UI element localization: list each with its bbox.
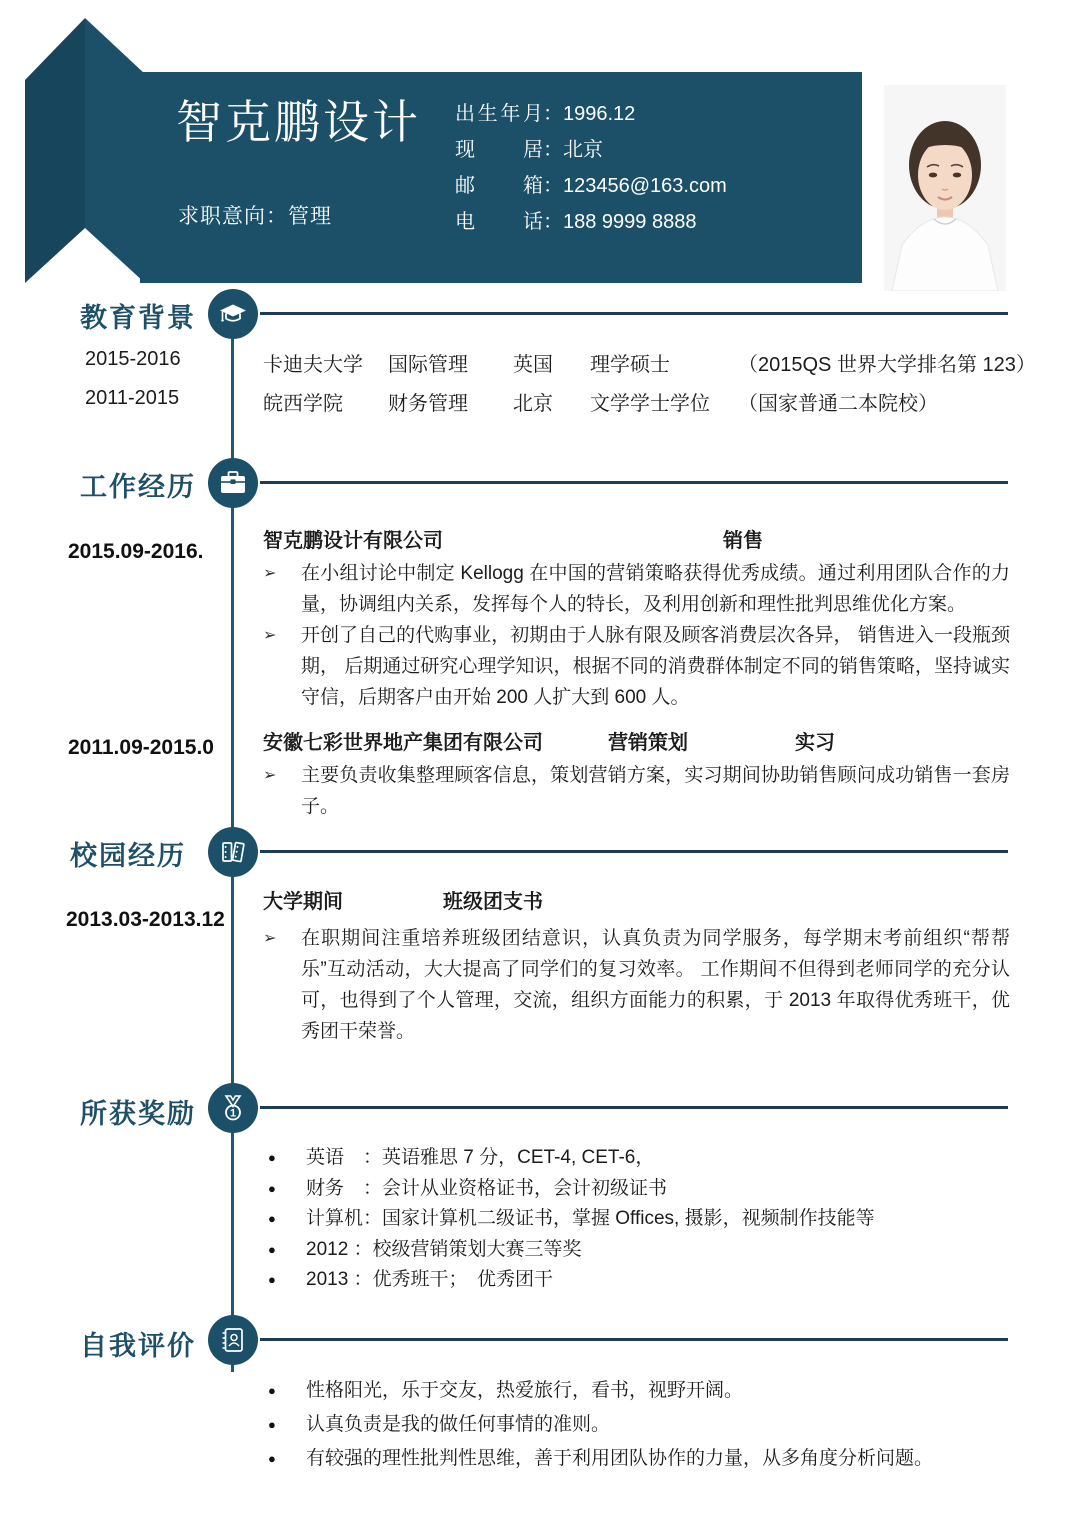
campus-role: 班级团支书 (443, 891, 543, 913)
award-item (268, 1143, 1008, 1174)
education-school: 卡迪夫大学 (263, 354, 363, 376)
campus-period: 2013.03-2013.12 (66, 908, 225, 931)
contact-row-phone (455, 204, 727, 240)
section-title-education: 教育背景 (80, 303, 196, 333)
education-major: 财务管理 (388, 393, 468, 415)
education-degree: 理学硕士 (590, 354, 670, 376)
work-content (263, 525, 1010, 822)
work-period: 2015.09-2016. (68, 540, 204, 563)
section-icon-campus (208, 827, 258, 877)
section-icon-self-evaluation (208, 1315, 258, 1365)
dot-bullet-icon: ● (268, 1211, 276, 1226)
briefcase-icon (217, 467, 249, 499)
contact-row-residence (455, 132, 727, 168)
arrow-bullet-icon: ➢ (263, 767, 277, 784)
work-bullet-text: 在小组讨论中制定 Kellogg 在中国的营销策略获得优秀成绩。通过利用团队合作的力量，协调组内关系，发挥每个人的特长，及利用创新和理性批判思维优化方案。 (301, 563, 1010, 615)
colon: ： (543, 175, 563, 197)
id-book-icon (217, 1324, 249, 1356)
work-bullet (263, 760, 1010, 822)
dot-bullet-icon: ● (268, 1451, 276, 1466)
dot-bullet-icon: ● (268, 1150, 276, 1165)
campus-bullet (263, 923, 1010, 1047)
arrow-bullet-icon: ➢ (263, 930, 277, 947)
campus-entry-header (263, 886, 1010, 919)
awards-list (268, 1143, 1008, 1296)
job-intent: 求职意向：管理 (178, 205, 332, 228)
section-divider-education (260, 312, 1008, 315)
award-text: 计算机：国家计算机二级证书，掌握 Offices, 摄影，视频制作技能等 (306, 1208, 875, 1229)
section-title-awards: 所获奖励 (80, 1099, 196, 1129)
contact-value: 1996.12 (563, 103, 636, 125)
contact-label: 邮箱 (455, 175, 543, 197)
campus-bullet-text: 在职期间注重培养班级团结意识，认真负责为同学服务，每学期末考前组织“帮帮乐”互动活动，大大提高了同学们的复习效率。 工作期间不但得到老师同学的充分认可，也得到了个人管理，交流，组织方面能力的积累，于 2013 年取得优秀班干，优秀团干荣誉。 (301, 928, 1010, 1042)
company-name: 安徽七彩世界地产集团有限公司 (263, 732, 543, 754)
contact-label: 现居 (455, 139, 543, 161)
header-banner (140, 72, 862, 283)
section-icon-awards (208, 1083, 258, 1133)
contact-row-birth (455, 96, 727, 132)
colon: ： (543, 211, 563, 233)
self-evaluation-text: 有较强的理性批判性思维，善于利用团队协作的力量，从多角度分析问题。 (306, 1448, 934, 1469)
section-title-campus: 校园经历 (70, 841, 186, 871)
self-evaluation-text: 认真负责是我的做任何事情的准则。 (306, 1414, 611, 1435)
work-entry-header (263, 727, 1010, 760)
contact-row-email (455, 168, 727, 204)
award-text: 英语 ：英语雅思 7 分，CET-4, CET-6， (306, 1147, 655, 1168)
graduation-cap-icon (217, 298, 249, 330)
award-text: 财务 ：会计从业资格证书，会计初级证书 (306, 1177, 668, 1199)
dot-bullet-icon: ● (268, 1241, 276, 1257)
contact-value: 123456@163.com (563, 175, 727, 197)
work-bullet (263, 558, 1010, 620)
portrait-illustration (884, 85, 1006, 291)
profile-photo (884, 85, 1006, 291)
section-divider-self-evaluation (260, 1338, 1008, 1341)
education-note: （2015QS 世界大学排名第 123） (738, 354, 1036, 376)
candidate-name: 智克鹏设计 (176, 96, 421, 148)
campus-content (263, 886, 1010, 1047)
colon: ： (543, 103, 563, 125)
company-name: 智克鹏设计有限公司 (263, 530, 443, 552)
self-evaluation-text: 性格阳光，乐于交友，热爱旅行，看书，视野开阔。 (306, 1380, 744, 1401)
contact-info (455, 96, 727, 240)
work-bullet-text: 主要负责收集整理顾客信息，策划营销方案，实习期间协助销售顾问成功销售一套房子。 (301, 765, 1010, 817)
dot-bullet-icon: ● (268, 1383, 276, 1398)
contact-label: 电话 (455, 211, 543, 233)
contact-value: 188 9999 8888 (563, 211, 697, 233)
employment-type: 实习 (795, 732, 835, 754)
education-major: 国际管理 (388, 354, 468, 376)
job-role: 销售 (723, 530, 763, 552)
education-degree: 文学学士学位 (590, 393, 710, 415)
work-period: 2011.09-2015.0 (68, 736, 214, 759)
section-divider-work (260, 481, 1008, 484)
section-icon-education (208, 289, 258, 339)
education-row (85, 348, 1036, 377)
education-location: 北京 (513, 393, 553, 415)
education-period: 2015-2016 (85, 348, 181, 370)
education-row (85, 387, 938, 416)
self-evaluation-list (268, 1374, 1028, 1476)
section-icon-work (208, 458, 258, 508)
award-item (268, 1265, 1008, 1296)
section-divider-campus (260, 850, 1008, 853)
award-text: 2012 ：校级营销策划大赛三等奖 (306, 1238, 582, 1260)
award-item (268, 1235, 1008, 1266)
contact-label: 出生年月 (455, 103, 543, 125)
arrow-bullet-icon: ➢ (263, 565, 277, 582)
self-evaluation-item (268, 1374, 1028, 1408)
dot-bullet-icon: ● (268, 1417, 276, 1432)
education-location: 英国 (513, 354, 553, 376)
contact-value: 北京 (563, 139, 603, 161)
work-bullet (263, 620, 1010, 713)
arrow-bullet-icon: ➢ (263, 627, 277, 644)
education-school: 皖西学院 (263, 393, 343, 415)
self-evaluation-item (268, 1408, 1028, 1442)
section-title-work: 工作经历 (80, 472, 196, 502)
medal-number: 1 (229, 1107, 237, 1120)
work-bullet-text: 开创了自己的代购事业，初期由于人脉有限及顾客消费层次各异， 销售进入一段瓶颈期， 后期通过研究心理学知识，根据不同的消费群体制定不同的销售策略，坚持诚实守信，后期客户由开始 200 人扩大到 600 人。 (301, 625, 1010, 708)
work-entry-header (263, 525, 1010, 558)
education-note: （国家普通二本院校） (738, 393, 938, 415)
self-evaluation-item (268, 1442, 1028, 1476)
job-role: 营销策划 (608, 732, 688, 754)
award-item (268, 1204, 1008, 1235)
campus-org: 大学期间 (263, 891, 343, 913)
dot-bullet-icon: ● (268, 1272, 276, 1287)
award-text: 2013 ：优秀班干； 优秀团干 (306, 1269, 554, 1290)
colon: ： (543, 139, 563, 161)
binders-icon (217, 836, 249, 868)
section-divider-awards (260, 1106, 1008, 1109)
medal-icon (217, 1092, 249, 1124)
section-title-self-evaluation: 自我评价 (80, 1331, 196, 1361)
education-period: 2011-2015 (85, 387, 180, 409)
award-item (268, 1174, 1008, 1205)
dot-bullet-icon: ● (268, 1180, 276, 1196)
